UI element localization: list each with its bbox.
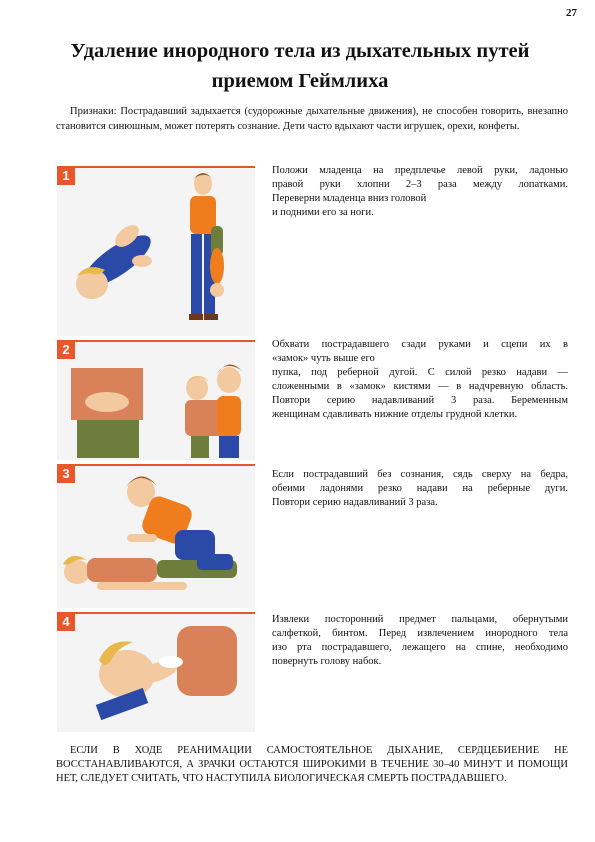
step-illustration-mouth-sweep [57, 612, 255, 732]
step-1-badge: 1 [57, 166, 75, 185]
step-2-divider [75, 340, 255, 342]
step-2-line: Повтори серию надавливаний 3 раза. Беременным [272, 395, 568, 406]
step-3-badge: 3 [57, 464, 75, 483]
step-3-line: Повтори серию надавливаний 3 раза. [272, 497, 438, 508]
title-line-2: приемом Геймлиха [211, 70, 389, 92]
step-2-line: Обхвати пострадавшего сзади руками и сцепи их в [272, 339, 568, 350]
step-4-divider [75, 612, 255, 614]
step-2-badge: 2 [57, 340, 75, 359]
step-illustration-heimlich-standing [57, 340, 255, 460]
step-4-text [272, 613, 568, 669]
step-4-line: салфеткой, бинтом. Перед извлечением инородного тела [272, 628, 568, 639]
step-3-divider [75, 464, 255, 466]
footer-warning: ЕСЛИ В ХОДЕ РЕАНИМАЦИИ САМОСТОЯТЕЛЬНОЕ ДЫХАНИЕ, СЕРДЦЕБИЕНИЕ НЕ ВОССТАНАВЛИВАЮТСЯ, А ЗРАЧКИ ОСТАЮТСЯ ШИРОКИМИ В ТЕЧЕНИЕ 30–40 МИНУТ И ПОМОЩИ НЕТ, СЛЕДУЕТ СЧИТАТЬ, ЧТО НАСТУПИЛА БИОЛОГИЧЕСКАЯ СМЕРТЬ ПОСТРАДАВШЕГО. [56, 745, 568, 784]
step-1-illustration [57, 166, 255, 336]
step-3-text [272, 468, 568, 510]
step-4-illustration [57, 612, 255, 732]
step-1-text [272, 164, 568, 220]
step-1-line: правой руки хлопни 2–3 раза между лопатками. [272, 179, 568, 190]
step-3-illustration [57, 464, 255, 608]
step-1-divider [75, 166, 255, 168]
step-2-text [272, 338, 568, 422]
step-4-line: повернуть голову набок. [272, 656, 382, 667]
step-3-line: обеими ладонями резко надави на реберные дуги. [272, 483, 568, 494]
step-4-line: изо рта пострадавшего, лежащего на спине, необходимо [272, 642, 568, 653]
step-1-line: Положи младенца на предплечье левой руки, ладонью [272, 165, 568, 176]
step-2-line: «замок» чуть выше его [272, 353, 375, 364]
step-3-line: Если пострадавший без сознания, сядь сверху на бедра, [272, 469, 568, 480]
step-illustration-unconscious [57, 464, 255, 608]
step-4-line: Извлеки посторонний предмет пальцами, обернутыми [272, 614, 568, 625]
step-2-line: пупка, под реберной дугой. С силой резко надави — [272, 367, 568, 378]
title-line-1: Удаление инородного тела из дыхательных путей [70, 40, 530, 62]
step-4-badge: 4 [57, 612, 75, 631]
step-1-line: и подними его за ноги. [272, 207, 374, 218]
step-2-illustration [57, 340, 255, 460]
intro-paragraph: Признаки: Пострадавший задыхается (судорожные дыхательные движения), не способен говорить, внезапно становится синюшным, может потерять сознание. Дети часто вдыхают части игрушек, орехи, конфеты. [56, 106, 568, 132]
page-number: 27 [566, 7, 577, 19]
step-2-line: сложенными в «замок» кистями — в надчревную область. [272, 381, 568, 392]
step-illustration-infant [57, 166, 255, 336]
page-title [40, 36, 560, 96]
step-1-line: Переверни младенца вниз головой [272, 193, 427, 204]
step-2-line: женщинам сдавливать нижние отделы грудной клетки. [272, 409, 518, 420]
